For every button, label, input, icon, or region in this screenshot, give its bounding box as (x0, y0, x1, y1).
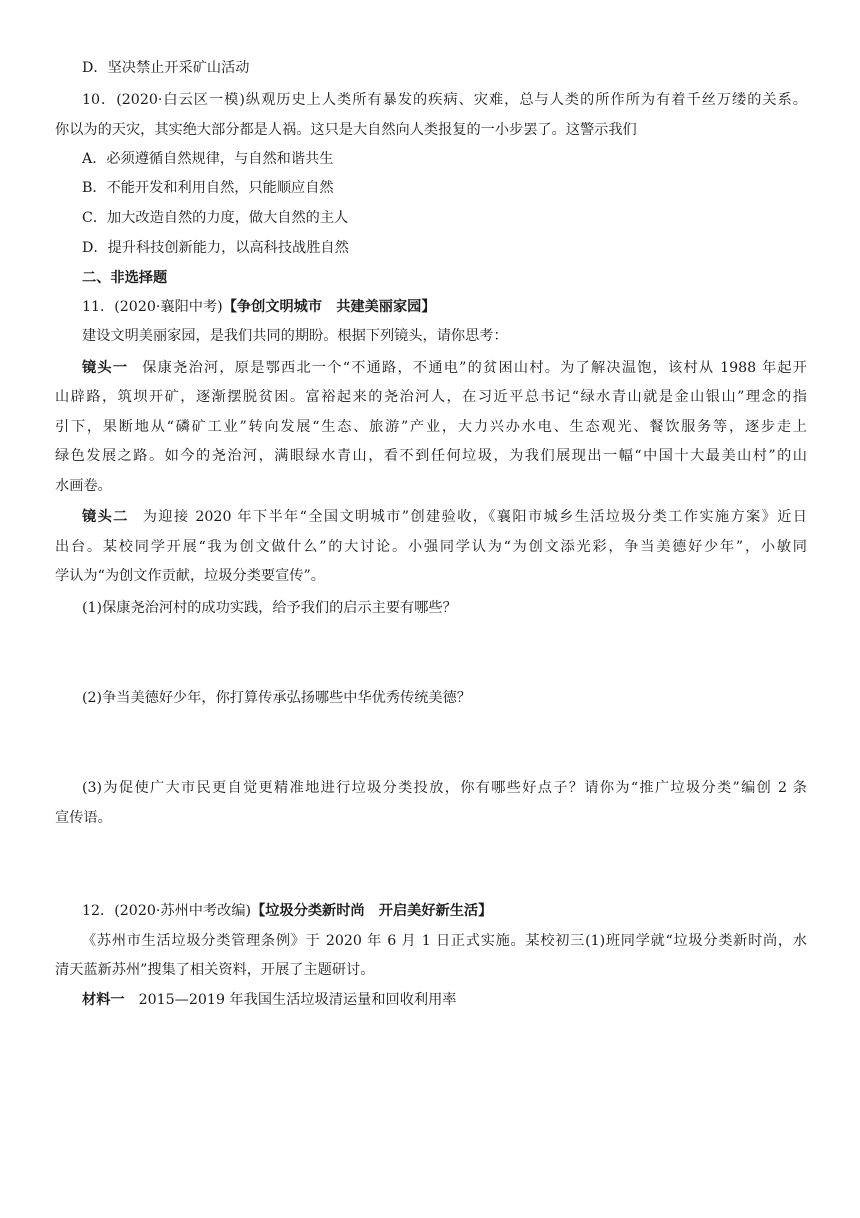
q11-intro: 建设文明美丽家园，是我们共同的期盼。根据下列镜头，请你思考： (82, 328, 508, 344)
q10-stem-line2: 你以为的天灾，其实绝大部分都是人祸。这只是大自然向人类报复的一小步罢了。这警示我们 (55, 122, 637, 138)
q10-option-b: B．不能开发和利用自然，只能顺应自然 (82, 180, 334, 196)
q11-prefix: 11．(2020·襄阳中考) (82, 299, 223, 315)
material1-text: 2015—2019 年我国生活垃圾清运量和回收利用率 (138, 992, 457, 1008)
q11-shot2-line1: 镜头二 为迎接 2020 年下半年“全国文明城市”创建验收，《襄阳市城乡生活垃圾分类工作实施方案》近日 (82, 509, 807, 525)
q12-theme: 【垃圾分类新时尚 开启美好新生活】 (251, 903, 493, 919)
q11-theme: 【争创文明城市 共建美丽家园】 (222, 299, 436, 315)
q11-shot1-line1: 镜头一 保康尧治河，原是鄂西北一个“不通路，不通电”的贫困山村。为了解决温饱，该村从 1988 年起开 (82, 360, 807, 376)
q11-shot1-line2: 山辟路，筑坝开矿，逐渐摆脱贫困。富裕起来的尧治河人，在习近平总书记“绿水青山就是金山银山”理念的指 (55, 389, 807, 405)
shot2-label: 镜头二 (82, 509, 129, 525)
q11-sub1: (1)保康尧治河村的成功实践，给予我们的启示主要有哪些？ (82, 600, 457, 616)
q12-intro-line1: 《苏州市生活垃圾分类管理条例》于 2020 年 6 月 1 日正式实施。某校初三(1)班同学就“垃圾分类新时尚，水 (82, 933, 807, 949)
shot1-label: 镜头一 (82, 360, 129, 376)
q10-stem-line1: 10．(2020·白云区一模)纵观历史上人类所有暴发的疾病、灾难，总与人类的所作所为有着千丝万缕的关系。 (82, 92, 807, 108)
q12-intro-line2: 清天蓝新苏州”搜集了相关资料，开展了主题研讨。 (55, 962, 375, 978)
material1-label: 材料一 (82, 992, 125, 1008)
section-title: 二、非选择题 (82, 270, 168, 286)
q10-option-c: C．加大改造自然的力度，做大自然的主人 (82, 210, 349, 226)
q10-option-a: A．必须遵循自然规律，与自然和谐共生 (82, 151, 334, 167)
q12-heading (82, 901, 807, 921)
q11-heading (82, 297, 807, 317)
q11-shot1-line4: 绿色发展之路。如今的尧治河，满眼绿水青山，看不到任何垃圾，为我们展现出一幅“中国十大最美山村”的山 (55, 448, 807, 464)
q12-material1 (82, 990, 807, 1010)
q11-sub3-line1: (3)为促使广大市民更自觉更精准地进行垃圾分类投放，你有哪些好点子？请你为“推广垃圾分类”编创 2 条 (82, 780, 807, 796)
q10-option-d: D．提升科技创新能力，以高科技战胜自然 (82, 240, 349, 256)
q12-prefix: 12．(2020·苏州中考改编) (82, 903, 252, 919)
q11-shot2-line2: 出台。某校同学开展“我为创文做什么”的大讨论。小强同学认为“为创文添光彩，争当美德好少年”，小敏同 (55, 539, 807, 555)
q11-shot1-line3: 引下，果断地从“磷矿工业”转向发展“生态、旅游”产业，大力兴办水电、生态观光、餐饮服务等，逐步走上 (55, 419, 807, 435)
q11-shot2-line3: 学认为“为创文作贡献，垃圾分类要宣传”。 (55, 568, 325, 584)
q11-shot1-line5: 水画卷。 (55, 478, 112, 494)
q11-sub3-line2: 宣传语。 (55, 810, 112, 826)
q11-sub2: (2)争当美德好少年，你打算传承弘扬哪些中华优秀传统美德？ (82, 690, 471, 706)
q9-option-d: D．坚决禁止开采矿山活动 (82, 60, 250, 76)
